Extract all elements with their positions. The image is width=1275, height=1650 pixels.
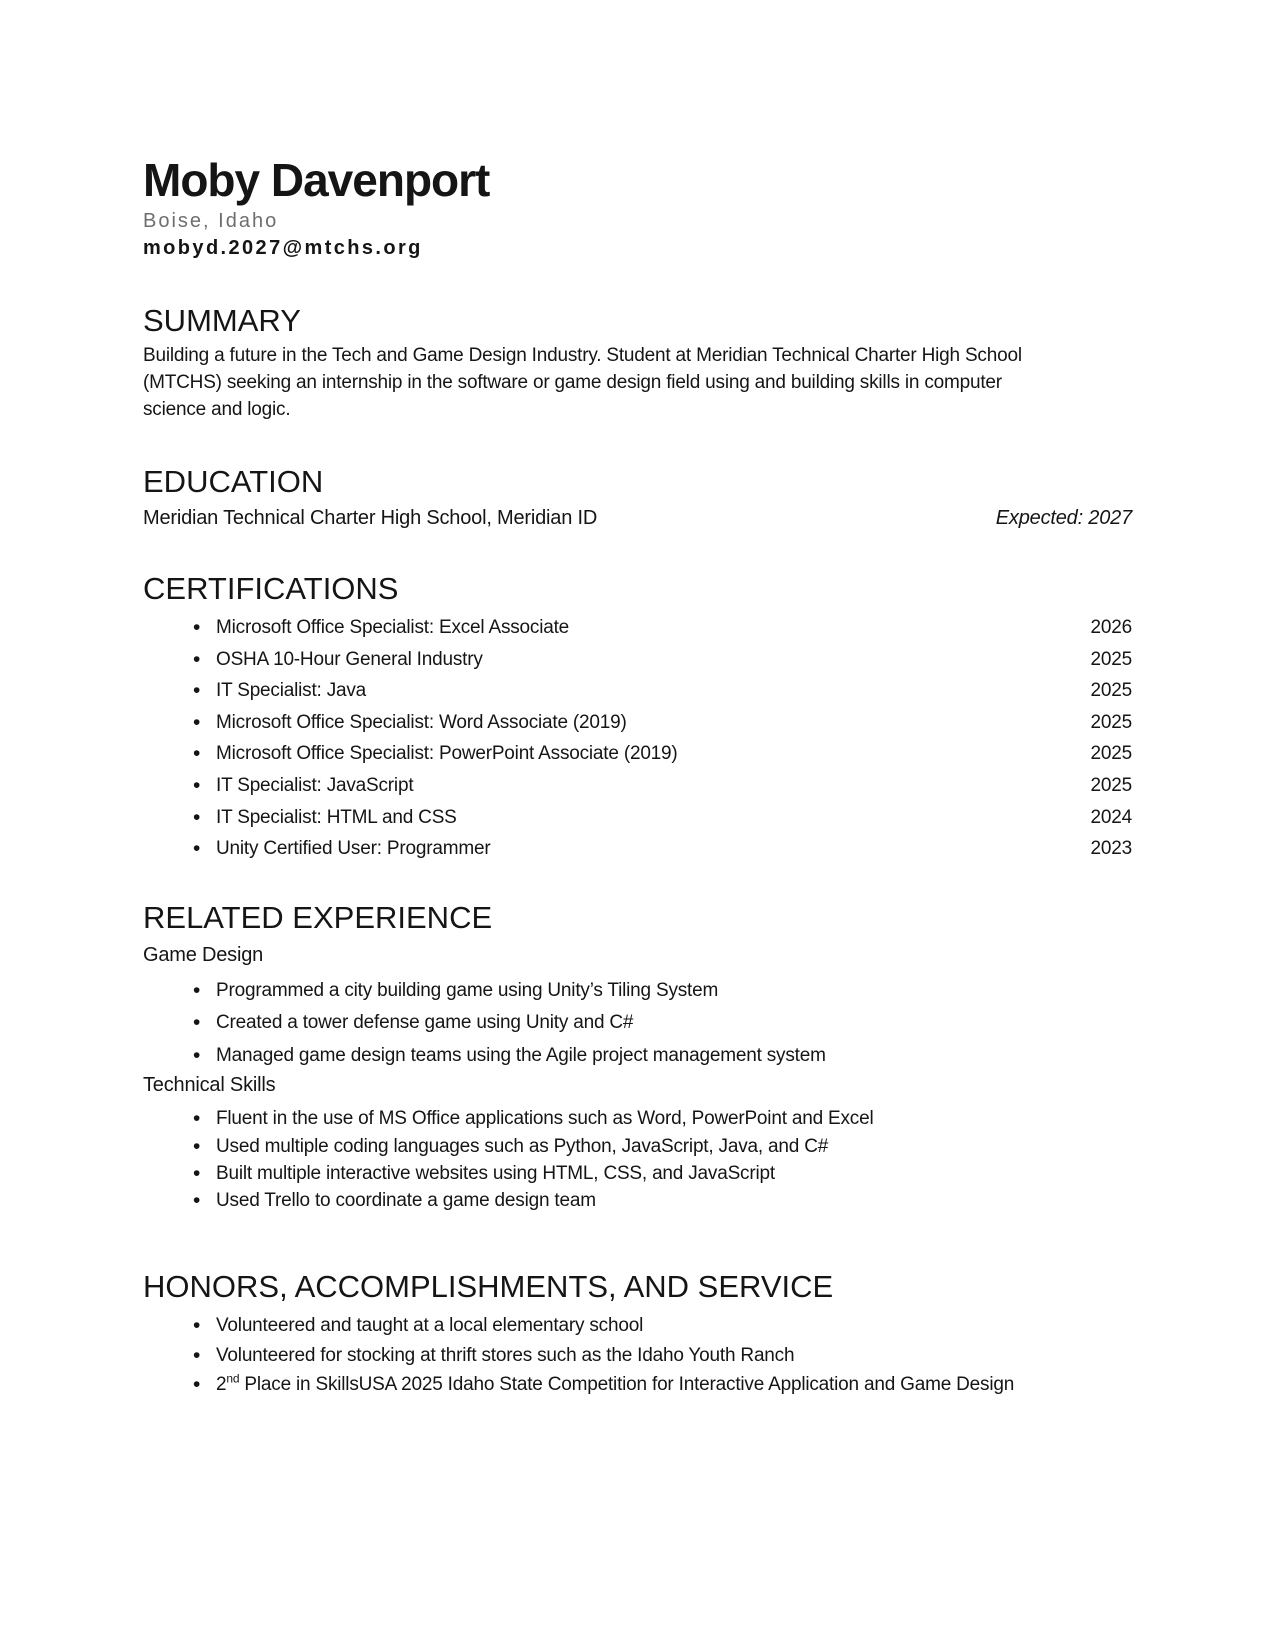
- experience-item: [143, 1040, 1132, 1073]
- certification-year: 2025: [1090, 743, 1132, 765]
- experience-heading: RELATED EXPERIENCE: [143, 899, 493, 935]
- honors-item: [143, 1370, 1132, 1400]
- certification-item: [143, 707, 1132, 739]
- person-name: Moby Davenport: [143, 154, 490, 206]
- education-section: [143, 465, 1132, 532]
- experience-item-text: Managed game design teams using the Agile project management system: [216, 1044, 826, 1066]
- education-heading: EDUCATION: [143, 464, 324, 499]
- experience-item-text: Programmed a city building game using Unity’s Tiling System: [216, 979, 719, 1001]
- education-entry: [143, 505, 1132, 532]
- honors-item-text: Volunteered and taught at a local elementary school: [216, 1315, 644, 1337]
- certifications-section: [143, 572, 1132, 865]
- summary-heading: SUMMARY: [143, 303, 301, 338]
- expected-graduation: Expected: 2027: [995, 507, 1132, 529]
- honors-list: [143, 1311, 1132, 1400]
- experience-item-text: Built multiple interactive websites using HTML, CSS, and JavaScript: [216, 1162, 775, 1184]
- experience-item-text: Used multiple coding languages such as Python, JavaScript, Java, and C#: [216, 1135, 829, 1157]
- experience-item-text: Used Trello to coordinate a game design team: [216, 1190, 596, 1212]
- summary-section: [143, 304, 1132, 423]
- certification-item: [143, 675, 1132, 707]
- summary-text: Building a future in the Tech and Game Design Industry. Student at Meridian Technical Charter High School (MTCHS) seeking an internship in the software or game design field using and building skills in computer science and logic.: [143, 345, 1022, 420]
- experience-list-technical-skills: [143, 1105, 1132, 1214]
- certification-year: 2025: [1090, 711, 1132, 733]
- experience-list-game-design: [143, 975, 1132, 1073]
- experience-item-text: Created a tower defense game using Unity and C#: [216, 1012, 634, 1034]
- experience-item: [143, 1007, 1132, 1040]
- honors-item-text: Place in SkillsUSA 2025 Idaho State Competition for Interactive Application and Game Design: [239, 1374, 1015, 1396]
- experience-item: [143, 1105, 1132, 1132]
- certification-name: • Unity Certified User: Programmer: [216, 838, 491, 860]
- certifications-heading: CERTIFICATIONS: [143, 571, 399, 606]
- honors-item: [143, 1311, 1132, 1341]
- certification-year: 2025: [1090, 680, 1132, 702]
- certification-name: • IT Specialist: JavaScript: [216, 774, 414, 796]
- experience-group-title: Technical Skills: [143, 1074, 276, 1097]
- honors-heading: HONORS, ACCOMPLISHMENTS, AND SERVICE: [143, 1269, 834, 1305]
- experience-item: [143, 1133, 1132, 1160]
- honors-section: [143, 1270, 1132, 1400]
- certification-item: [143, 833, 1132, 865]
- experience-section: [143, 901, 1132, 1215]
- certification-name: • OSHA 10-Hour General Industry: [216, 648, 483, 670]
- certification-year: 2025: [1090, 648, 1132, 670]
- certification-item: [143, 770, 1132, 802]
- experience-group-title: Game Design: [143, 943, 264, 966]
- honors-item: [143, 1341, 1132, 1371]
- experience-item-text: Fluent in the use of MS Office applications such as Word, PowerPoint and Excel: [216, 1108, 874, 1130]
- certification-name: • Microsoft Office Specialist: Word Associate (2019): [216, 711, 627, 733]
- experience-item: [143, 1160, 1132, 1187]
- certification-name: • Microsoft Office Specialist: PowerPoint Associate (2019): [216, 743, 678, 765]
- school-name: Meridian Technical Charter High School, Meridian ID: [143, 507, 598, 529]
- email-text: mobyd.2027@mtchs.org: [143, 237, 423, 259]
- honors-item-prefix: 2: [216, 1374, 227, 1396]
- experience-item: [143, 975, 1132, 1008]
- certification-item: [143, 738, 1132, 770]
- certification-item: [143, 802, 1132, 834]
- experience-item: [143, 1187, 1132, 1214]
- resume-header: [143, 156, 1132, 262]
- honors-item-text: Volunteered for stocking at thrift stores such as the Idaho Youth Ranch: [216, 1344, 795, 1366]
- certifications-list: [143, 612, 1132, 865]
- certification-name: • Microsoft Office Specialist: Excel Associate: [216, 617, 570, 638]
- certification-year: 2024: [1090, 806, 1132, 828]
- certification-item: [143, 612, 1132, 644]
- honors-item-ordinal: nd: [226, 1372, 240, 1387]
- certification-year: 2023: [1090, 838, 1132, 860]
- certification-name: • IT Specialist: Java: [216, 680, 367, 702]
- certification-year: 2025: [1090, 774, 1132, 796]
- certification-year: 2026: [1090, 617, 1132, 638]
- location-text: Boise, Idaho: [143, 210, 279, 232]
- certification-item: [143, 644, 1132, 676]
- certification-name: • IT Specialist: HTML and CSS: [216, 806, 457, 828]
